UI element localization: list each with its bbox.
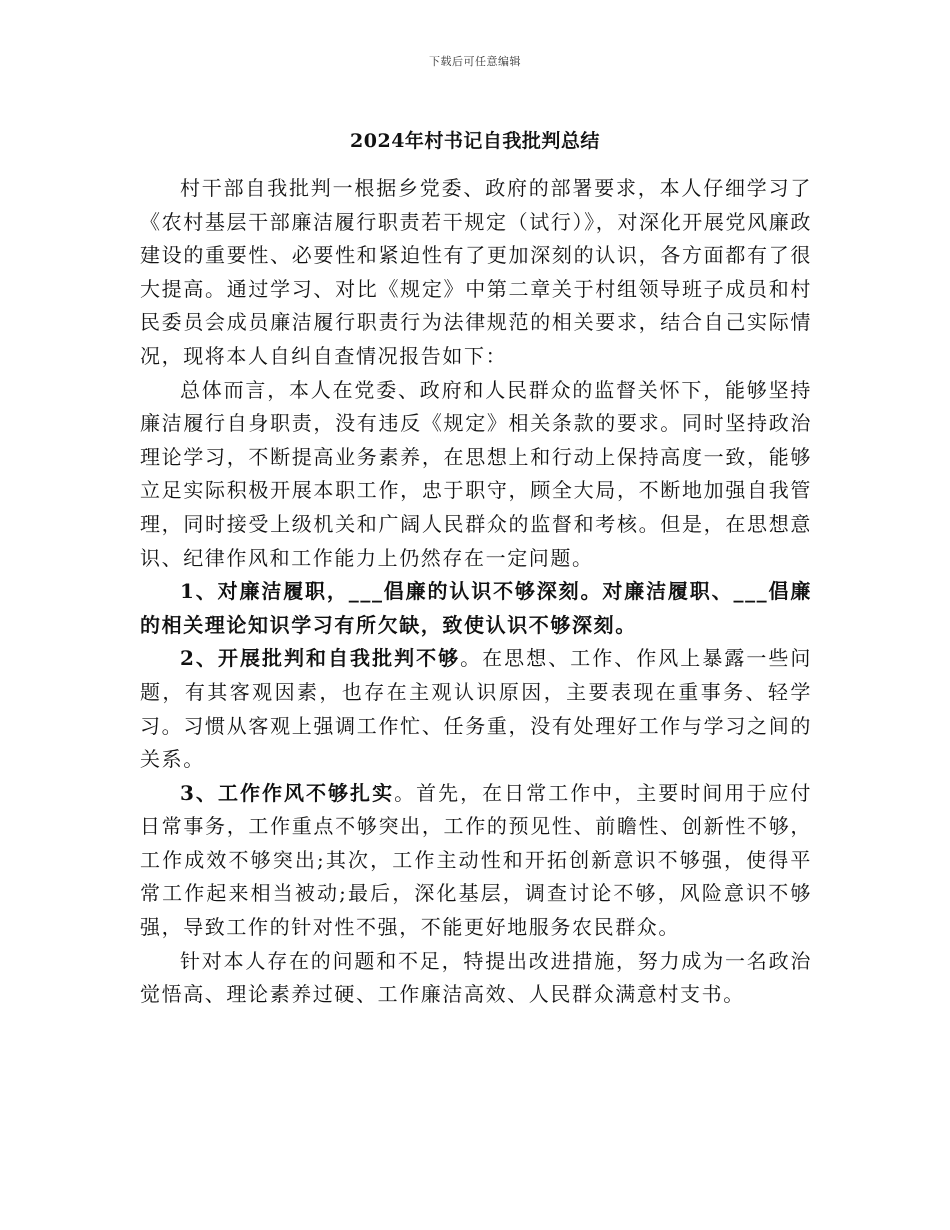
paragraph-intro: 村干部自我批判一根据乡党委、政府的部署要求，本人仔细学习了《农村基层干部廉洁履行职责若干规定（试行）》，对深化开展党风廉政建设的重要性、必要性和紧迫性有了更加深刻的认识，各方面都有了很大提高。通过学习、对比《规定》中第二章关于村组领导班子成员和村民委员会成员廉洁履行职责行为法律规范的相关要求，结合自己实际情况，现将本人自纠自查情况报告如下： — [140, 176, 812, 368]
document-body — [140, 172, 812, 1012]
document-title: 2024年村书记自我批判总结 — [350, 130, 600, 152]
point-3-heading: 3、工作作风不够扎实 — [180, 780, 395, 805]
header-note: 下载后可任意编辑 — [429, 55, 521, 68]
paragraph-overview: 总体而言，本人在党委、政府和人民群众的监督关怀下，能够坚持廉洁履行自身职责，没有违反《规定》相关条款的要求。同时坚持政治理论学习，不断提高业务素养，在思想上和行动上保持高度一致，能够立足实际积极开展本职工作，忠于职守，顾全大局，不断地加强自我管理，同时接受上级机关和广阔人民群众的监督和考核。但是，在思想意识、纪律作风和工作能力上仍然存在一定问题。 — [140, 377, 812, 570]
point-2 — [140, 642, 812, 776]
point-1: 1、对廉洁履职，___倡廉的认识不够深刻。对廉洁履职、___倡廉的相关理论知识学习有所欠缺，致使认识不够深刻。 — [140, 579, 812, 637]
paragraph-conclusion: 针对本人存在的问题和不足，特提出改进措施，努力成为一名政治觉悟高、理论素养过硬、工作廉洁高效、人民群众满意村支书。 — [140, 948, 812, 1007]
point-3 — [140, 777, 812, 945]
point-3-body: 。首先，在日常工作中，主要时间用于应付日常事务，工作重点不够突出，工作的预见性、前瞻性、创新性不够，工作成效不够突出;其次，工作主动性和开拓创新意识不够强，使得平常工作起来相当被动;最后，深化基层，调查讨论不够，风险意识不够强，导致工作的针对性不强，不能更好地服务农民群众。 — [140, 780, 812, 940]
point-2-body: 。在思想、工作、作风上暴露一些问题，有其客观因素，也存在主观认识原因，主要表现在重事务、轻学习。习惯从客观上强调工作忙、任务重，没有处理好工作与学习之间的关系。 — [140, 646, 812, 772]
point-2-heading: 2、开展批判和自我批判不够 — [180, 646, 461, 671]
